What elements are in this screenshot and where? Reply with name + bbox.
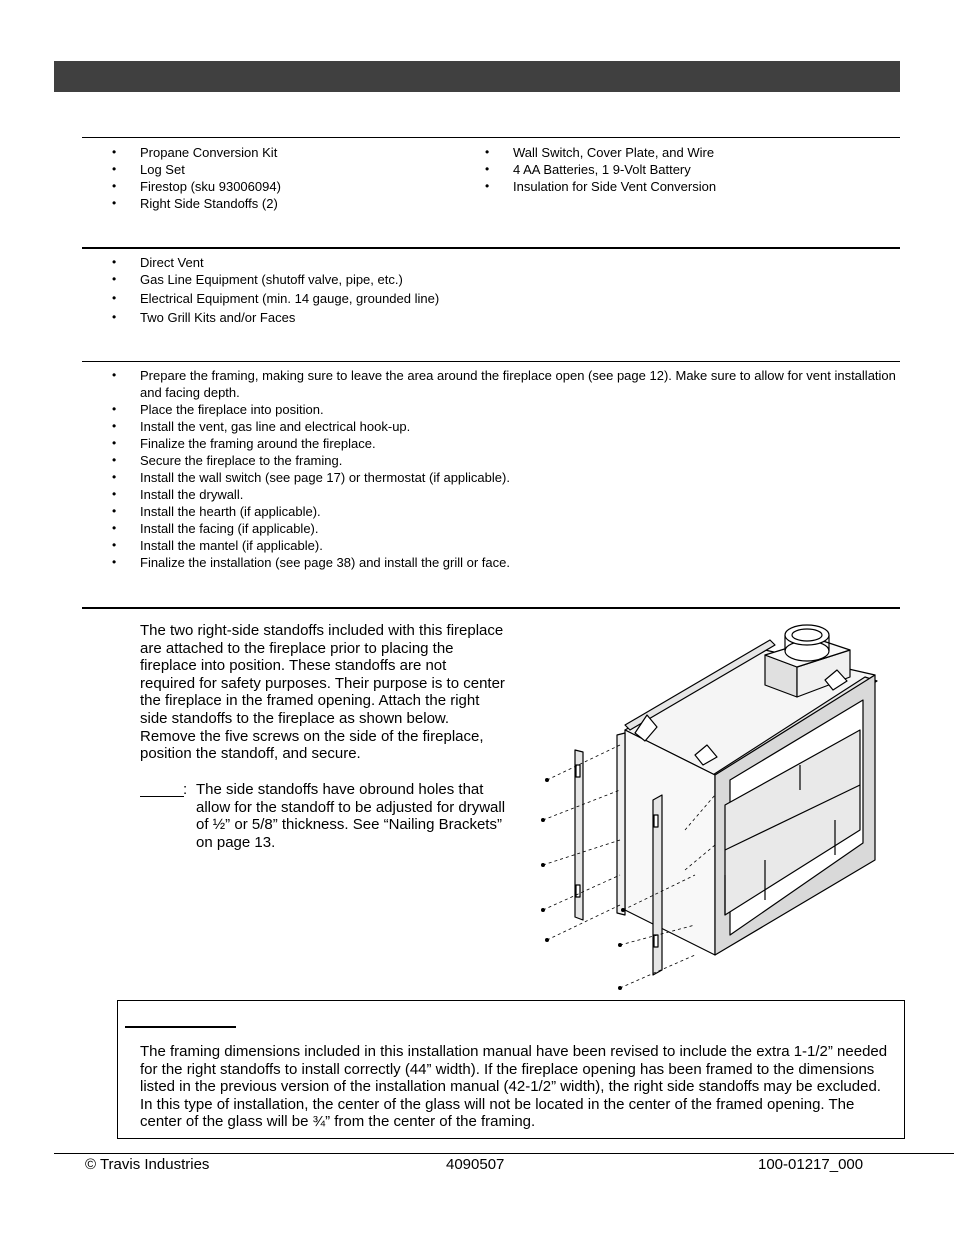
list-item: • Two Grill Kits and/or Faces — [110, 309, 810, 326]
list-item: • Install the drywall. — [110, 486, 900, 503]
framing-note-heading-underline — [125, 1026, 236, 1028]
list-item: • 4 AA Batteries, 1 9-Volt Battery — [483, 161, 883, 178]
list-item: • Insulation for Side Vent Conversion — [483, 178, 883, 195]
list-item: • Firestop (sku 93006094) — [110, 178, 470, 195]
list-item: • Install the vent, gas line and electrical hook-up. — [110, 418, 900, 435]
list-item: • Electrical Equipment (min. 14 gauge, grounded line) — [110, 290, 810, 307]
list-item: • Finalize the framing around the fireplace. — [110, 435, 900, 452]
list-item: • Right Side Standoffs (2) — [110, 195, 470, 212]
list-item: • Direct Vent — [110, 254, 810, 271]
note-colon: : — [183, 781, 188, 798]
footer-page-code: 4090507 — [446, 1156, 505, 1173]
fireplace-standoff-diagram — [535, 615, 885, 995]
footer-rule — [54, 1153, 954, 1154]
steps-list — [110, 367, 900, 571]
list-item: • Install the mantel (if applicable). — [110, 537, 900, 554]
list-item: • Gas Line Equipment (shutoff valve, pipe, etc.) — [110, 271, 810, 288]
list-item: • Install the facing (if applicable). — [110, 520, 900, 537]
section-title-bar — [54, 61, 900, 92]
footer-company: © Travis Industries — [85, 1156, 210, 1173]
section-rule-standoffs — [82, 607, 900, 609]
footer-doc-number: 100-01217_000 — [758, 1156, 864, 1173]
list-item: • Install the hearth (if applicable). — [110, 503, 900, 520]
section-rule-required — [82, 247, 900, 249]
list-item: • Place the fireplace into position. — [110, 401, 900, 418]
required-list — [110, 254, 810, 326]
standoffs-paragraph: The two right-side standoffs included with this fireplace are attached to the fireplace prior to placing the fireplace into position. These standoffs are not required for safety purposes. Their purpose is to center the fireplace in the framed opening. Attach the right side standoffs to the fireplace as shown below. Remove the five screws on the side of the fireplace, position the standoff, and secure. — [140, 622, 505, 763]
framing-note-text: The framing dimensions included in this installation manual have been revised to include the extra 1-1/2” needed for the right standoffs to install correctly (44” width). If the fireplace opening has been framed to the dimensions listed in the previous version of the installation manual (42-1/2” width), the right side standoffs may be excluded. In this type of installation, the center of the glass will not be located in the center of the framed opening. The center of the glass will be ¾” from the center of the framing. — [140, 1043, 888, 1131]
list-item: • Log Set — [110, 161, 470, 178]
section-rule-included — [82, 137, 900, 138]
list-item: • Prepare the framing, making sure to leave the area around the fireplace open (see page 12). Make sure to allow for vent installation and facing depth. — [110, 367, 900, 401]
list-item: • Secure the fireplace to the framing. — [110, 452, 900, 469]
included-list-left — [110, 144, 470, 212]
list-item: • Propane Conversion Kit — [110, 144, 470, 161]
section-rule-steps — [82, 361, 900, 362]
note-label-underline — [140, 796, 184, 797]
list-item: • Install the wall switch (see page 17) or thermostat (if applicable). — [110, 469, 900, 486]
note-text: The side standoffs have obround holes that allow for the standoff to be adjusted for drywall of ½” or 5/8” thickness. See “Nailing Brackets” on page 13. — [196, 781, 506, 851]
included-list-right — [483, 144, 883, 195]
list-item: • Finalize the installation (see page 38) and install the grill or face. — [110, 554, 900, 571]
list-item: • Wall Switch, Cover Plate, and Wire — [483, 144, 883, 161]
